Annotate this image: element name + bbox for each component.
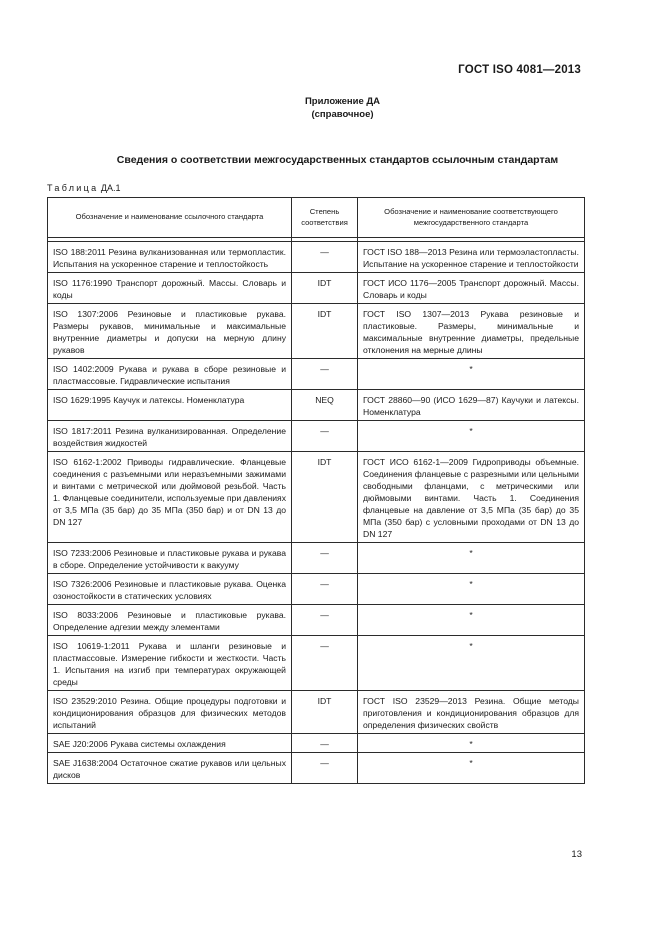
national-standard-cell: ГОСТ 28860—90 (ИСО 1629—87) Каучуки и латексы. Номенклатура — [358, 390, 585, 421]
degree-of-correspondence-cell: NEQ — [292, 390, 358, 421]
reference-standard-cell: SAE J1638:2004 Остаточное сжатие рукавов или цельных дисков — [48, 753, 292, 784]
table-row — [48, 304, 585, 359]
column-header-reference: Обозначение и наименование ссылочного стандарта — [48, 198, 292, 238]
degree-of-correspondence-cell: IDT — [292, 304, 358, 359]
document-code: ГОСТ ISO 4081—2013 — [458, 64, 581, 76]
annex-title: Приложение ДА — [304, 96, 381, 107]
degree-of-correspondence-cell: — — [292, 605, 358, 636]
reference-standard-cell: ISO 1402:2009 Рукава и рукава в сборе резиновые и пластмассовые. Гидравлические испытания — [48, 359, 292, 390]
national-standard-cell: * — [358, 359, 585, 390]
degree-of-correspondence-cell: — — [292, 574, 358, 605]
table-body — [48, 238, 585, 784]
reference-standard-cell: ISO 1629:1995 Каучук и латексы. Номенклатура — [48, 390, 292, 421]
national-standard-cell: ГОСТ ИСО 6162-1—2009 Гидроприводы объемные. Соединения фланцевые с разрезными или цельными свободными фланцами, с метрическими или дюймовыми винтами. Часть 1. Соединения фланцевые на давление от 3,5 МПа (35 бар) до 35 МПа (350 бар) с условными проходами от DN 13 до DN 127 — [358, 452, 585, 543]
degree-of-correspondence-cell: IDT — [292, 691, 358, 734]
table-caption — [47, 183, 121, 193]
national-standard-cell: * — [358, 753, 585, 784]
table-row — [48, 421, 585, 452]
national-standard-cell: ГОСТ ISO 188—2013 Резина или термоэластопласты. Испытание на ускоренное старение и теплостойкости — [358, 242, 585, 273]
degree-of-correspondence-cell: — — [292, 734, 358, 753]
national-standard-cell: * — [358, 734, 585, 753]
reference-standard-cell: ISO 23529:2010 Резина. Общие процедуры подготовки и кондиционирования образцов для физических методов испытаний — [48, 691, 292, 734]
annex-heading — [0, 95, 661, 121]
table-row — [48, 753, 585, 784]
degree-of-correspondence-cell: — — [292, 543, 358, 574]
annex-status: (справочное) — [311, 109, 374, 120]
degree-of-correspondence-cell: — — [292, 242, 358, 273]
table-header-row — [48, 198, 585, 238]
table-caption-id: ДА.1 — [100, 183, 121, 193]
correspondence-table — [47, 197, 585, 784]
reference-standard-cell: ISO 188:2011 Резина вулканизованная или термопластик. Испытания на ускоренное старение и теплостойкость — [48, 242, 292, 273]
table-row — [48, 574, 585, 605]
section-heading: Сведения о соответствии межгосударственных стандартов ссылочным стандартам — [116, 154, 559, 166]
reference-standard-cell: ISO 8033:2006 Резиновые и пластиковые рукава. Определение адгезии между элементами — [48, 605, 292, 636]
degree-of-correspondence-cell: — — [292, 421, 358, 452]
column-header-degree: Степень соответствия — [292, 198, 358, 238]
reference-standard-cell: ISO 1817:2011 Резина вулканизированная. Определение воздействия жидкостей — [48, 421, 292, 452]
table-row — [48, 691, 585, 734]
table-row — [48, 636, 585, 691]
table-caption-word: Таблица — [47, 183, 99, 193]
reference-standard-cell: ISO 10619-1:2011 Рукава и шланги резиновые и пластмассовые. Измерение гибкости и жесткости. Часть 1. Испытания на изгиб при температурах окружающей среды — [48, 636, 292, 691]
national-standard-cell: ГОСТ ISO 23529—2013 Резина. Общие методы приготовления и кондиционирования образцов для определения физических свойств — [358, 691, 585, 734]
national-standard-cell: ГОСТ ИСО 1176—2005 Транспорт дорожный. Массы. Словарь и коды — [358, 273, 585, 304]
table-row — [48, 390, 585, 421]
national-standard-cell: * — [358, 574, 585, 605]
degree-of-correspondence-cell: — — [292, 359, 358, 390]
reference-standard-cell: ISO 1176:1990 Транспорт дорожный. Массы. Словарь и коды — [48, 273, 292, 304]
reference-standard-cell: ISO 6162-1:2002 Приводы гидравлические. Фланцевые соединения с разъемными или неразъемными зажимами и винтами с метрической или дюймовой резьбой. Часть 1. Фланцевые соединители, используемые при давлениях от 3,5 МПа (35 бар) до 35 МПа (350 бар) и от DN 13 до DN 127 — [48, 452, 292, 543]
reference-standard-cell: SAE J20:2006 Рукава системы охлаждения — [48, 734, 292, 753]
degree-of-correspondence-cell: IDT — [292, 273, 358, 304]
reference-standard-cell: ISO 7326:2006 Резиновые и пластиковые рукава. Оценка озоностойкости в статических условиях — [48, 574, 292, 605]
national-standard-cell: * — [358, 636, 585, 691]
table-row — [48, 242, 585, 273]
national-standard-cell: * — [358, 605, 585, 636]
table-row — [48, 543, 585, 574]
national-standard-cell: * — [358, 543, 585, 574]
degree-of-correspondence-cell: — — [292, 636, 358, 691]
degree-of-correspondence-cell: IDT — [292, 452, 358, 543]
table-row — [48, 605, 585, 636]
table-row — [48, 273, 585, 304]
page-number: 13 — [571, 849, 582, 860]
table-row — [48, 452, 585, 543]
table-row — [48, 359, 585, 390]
national-standard-cell: ГОСТ ISO 1307—2013 Рукава резиновые и пластиковые. Размеры, минимальные и максимальные внутренние диаметры, предельные отклонения на мерные длины — [358, 304, 585, 359]
national-standard-cell: * — [358, 421, 585, 452]
degree-of-correspondence-cell: — — [292, 753, 358, 784]
table-row — [48, 734, 585, 753]
column-header-national: Обозначение и наименование соответствующего межгосударственного стандарта — [358, 198, 585, 238]
reference-standard-cell: ISO 7233:2006 Резиновые и пластиковые рукава и рукава в сборе. Определение устойчивости к вакууму — [48, 543, 292, 574]
reference-standard-cell: ISO 1307:2006 Резиновые и пластиковые рукава. Размеры рукавов, минимальные и максимальные внутренние диаметры и допуски на мерную длину рукавов — [48, 304, 292, 359]
